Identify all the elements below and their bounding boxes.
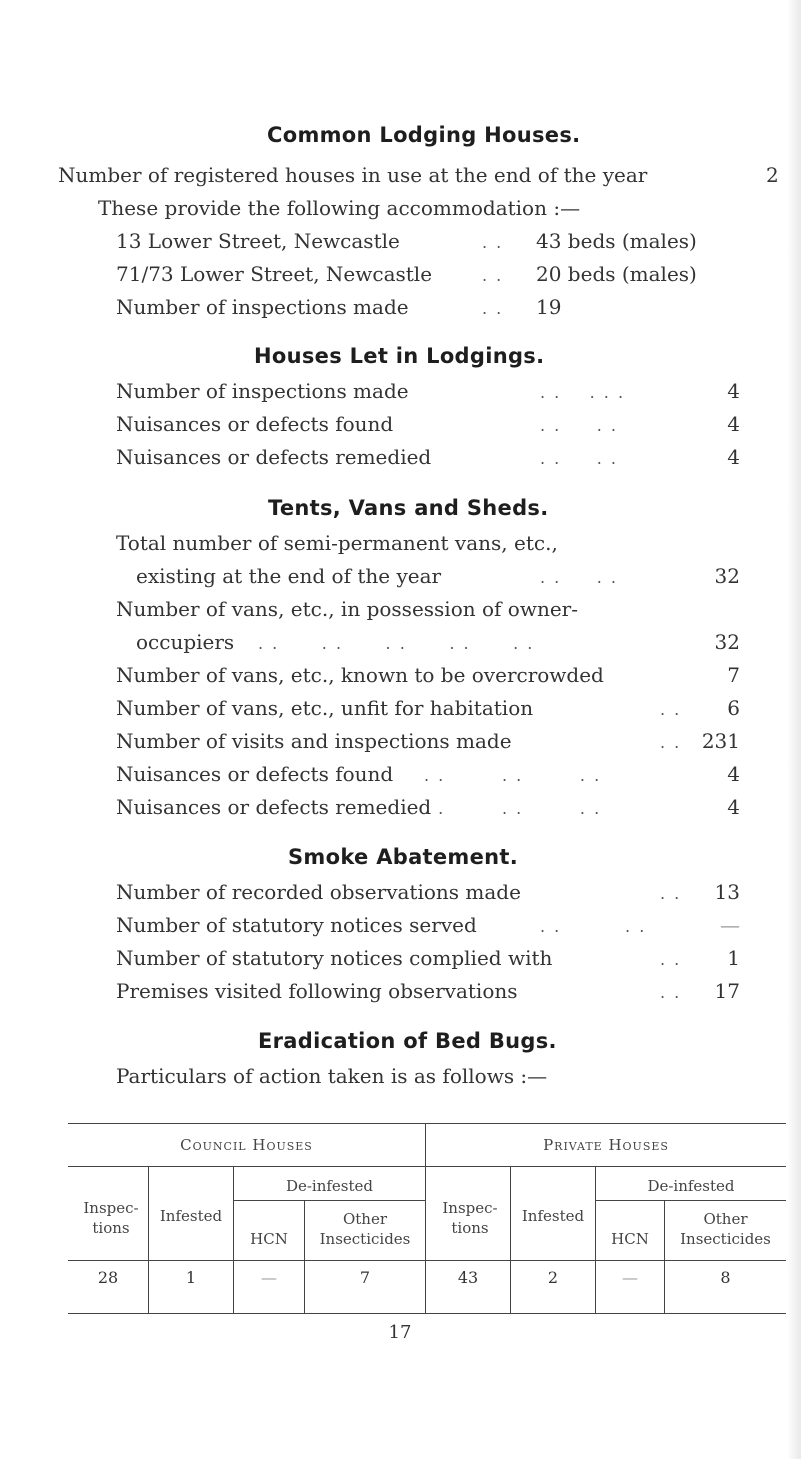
- tents-label-cont: existing at the end of the year: [136, 564, 442, 588]
- tents-label: Number of visits and inspections made: [116, 729, 512, 753]
- section-heading-smoke: Smoke Abatement.: [288, 845, 519, 869]
- page-number: 17: [388, 1322, 412, 1343]
- private-inspections-header: Inspec- tions: [442, 1199, 498, 1237]
- leader-dots: . .: [660, 884, 682, 903]
- tents-value: 4: [727, 762, 740, 786]
- section-heading-tents: Tents, Vans and Sheds.: [268, 496, 549, 520]
- leader-dots: . .: [482, 266, 504, 285]
- council-other-header: Other Insecticides: [319, 1210, 411, 1248]
- tents-value: 32: [714, 630, 740, 654]
- table-rule-deinfested: [596, 1200, 786, 1201]
- smoke-label: Number of statutory notices served: [116, 913, 477, 937]
- council-houses-header: Council Houses: [180, 1136, 313, 1154]
- houses-let-label: Nuisances or defects remedied: [116, 445, 432, 469]
- tents-label: Nuisances or defects found: [116, 762, 394, 786]
- leader-dots: . . . .: [540, 416, 618, 435]
- tents-value: 6: [727, 696, 740, 720]
- council-hcn-value: —: [261, 1268, 277, 1287]
- tents-label: Number of vans, etc., in possession of owner-: [116, 597, 578, 621]
- smoke-value: 13: [714, 880, 740, 904]
- private-hcn-value: —: [622, 1268, 638, 1287]
- council-deinfested-header: De-infested: [285, 1177, 374, 1195]
- tents-value: 4: [727, 795, 740, 819]
- tents-label: Number of vans, etc., unfit for habitation: [116, 696, 534, 720]
- private-other-header: Other Insecticides: [680, 1210, 771, 1248]
- table-rule-deinfested: [234, 1200, 425, 1201]
- bed-bugs-intro: Particulars of action taken is as follows :—: [116, 1064, 548, 1088]
- table-divider: [148, 1166, 149, 1313]
- houses-let-value: 4: [727, 412, 740, 436]
- inspections-value: 19: [536, 295, 562, 319]
- section-heading-houses-let: Houses Let in Lodgings.: [254, 344, 545, 368]
- council-hcn-header: HCN: [250, 1230, 288, 1248]
- lodging-beds: 20 beds (males): [536, 262, 697, 286]
- houses-let-value: 4: [727, 379, 740, 403]
- leader-dots: . .: [660, 950, 682, 969]
- private-infested-value: 2: [547, 1268, 559, 1287]
- table-rule-sub: [68, 1166, 786, 1167]
- page-edge-shadow: [787, 0, 801, 1459]
- leader-dots: . . . . . . . . . .: [258, 634, 535, 653]
- private-hcn-header: HCN: [611, 1230, 649, 1248]
- tents-label-cont: occupiers: [136, 630, 235, 654]
- private-infested-header: Infested: [521, 1207, 585, 1225]
- houses-let-value: 4: [727, 445, 740, 469]
- section-heading-bed-bugs: Eradication of Bed Bugs.: [258, 1029, 557, 1053]
- registered-houses-value: 2: [766, 163, 779, 187]
- table-rule-top: [68, 1123, 786, 1124]
- council-infested-value: 1: [185, 1268, 197, 1287]
- private-houses-header: Private Houses: [543, 1136, 669, 1154]
- tents-label: Total number of semi-permanent vans, etc.,: [116, 531, 558, 555]
- leader-dots: . . . .: [540, 568, 618, 587]
- table-divider: [510, 1166, 511, 1313]
- leader-dots: . .: [660, 983, 682, 1002]
- table-rule-bottom: [68, 1313, 786, 1314]
- lodging-beds: 43 beds (males): [536, 229, 697, 253]
- private-other-value: 8: [720, 1268, 731, 1287]
- council-other-value: 7: [359, 1268, 371, 1287]
- private-deinfested-header: De-infested: [647, 1177, 735, 1195]
- leader-dots: . . . .: [540, 449, 618, 468]
- accommodation-intro: These provide the following accommodation :—: [98, 196, 581, 220]
- leader-dots: . . . . . .: [424, 799, 602, 818]
- leader-dots: . .: [482, 233, 504, 252]
- leader-dots: . . . . .: [540, 383, 626, 402]
- leader-dots: . .: [482, 299, 504, 318]
- houses-let-label: Nuisances or defects found: [116, 412, 394, 436]
- tents-label: Number of vans, etc., known to be overcrowded: [116, 663, 604, 687]
- council-inspections-header: Inspec- tions: [83, 1199, 139, 1237]
- tents-value: 32: [714, 564, 740, 588]
- lodging-address: 71/73 Lower Street, Newcastle: [116, 262, 433, 286]
- section-heading-common-lodging: Common Lodging Houses.: [267, 123, 581, 147]
- lodging-address: 13 Lower Street, Newcastle: [116, 229, 400, 253]
- table-rule-header-bottom: [68, 1260, 786, 1261]
- tents-label: Nuisances or defects remedied: [116, 795, 432, 819]
- leader-dots: . .: [660, 733, 682, 752]
- smoke-value: 17: [714, 979, 740, 1003]
- registered-houses-label: Number of registered houses in use at the end of the year: [58, 163, 648, 187]
- smoke-value: —: [720, 913, 740, 937]
- smoke-label: Premises visited following observations: [116, 979, 518, 1003]
- leader-dots: . . . .: [540, 917, 647, 936]
- inspections-label: Number of inspections made: [116, 295, 409, 319]
- smoke-label: Number of recorded observations made: [116, 880, 521, 904]
- council-infested-header: Infested: [159, 1207, 223, 1225]
- council-inspections-value: 28: [97, 1268, 119, 1287]
- leader-dots: . .: [660, 700, 682, 719]
- tents-value: 7: [727, 663, 740, 687]
- smoke-label: Number of statutory notices complied with: [116, 946, 553, 970]
- private-inspections-value: 43: [457, 1268, 479, 1287]
- leader-dots: . . . . . .: [424, 766, 602, 785]
- houses-let-label: Number of inspections made: [116, 379, 409, 403]
- smoke-value: 1: [727, 946, 740, 970]
- tents-value: 231: [701, 729, 740, 753]
